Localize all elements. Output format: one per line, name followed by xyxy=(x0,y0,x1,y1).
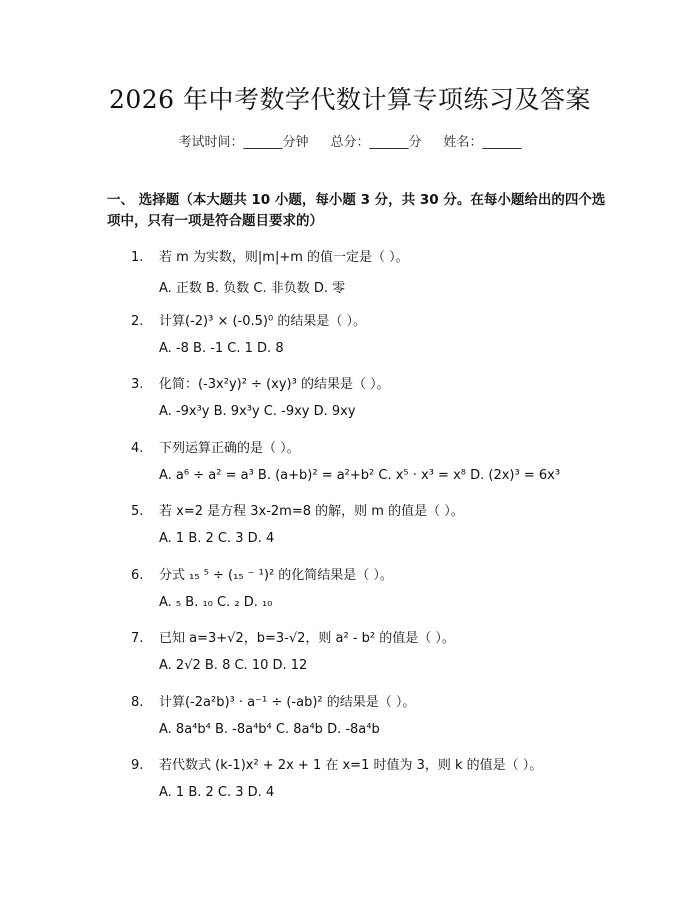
question-2-options: A. -8 B. -1 C. 1 D. 8 xyxy=(159,341,284,356)
question-4-options: A. a⁶ ÷ a² = a³ B. (a+b)² = a²+b² C. x⁵ · x³ = x⁸ D. (2x)³ = 6x³ xyxy=(159,468,561,483)
question-number: 6. xyxy=(131,568,144,583)
question-number: 5. xyxy=(131,504,144,519)
exam-info-line xyxy=(0,131,700,150)
question-5 xyxy=(131,500,464,519)
question-3-options: A. -9x³y B. 9x³y C. -9xy D. 9xy xyxy=(159,404,356,419)
question-3 xyxy=(131,373,390,392)
question-number: 8. xyxy=(131,695,144,710)
question-5-options: A. 1 B. 2 C. 3 D. 4 xyxy=(159,531,275,546)
exam-time-field: 考试时间：______分钟 xyxy=(178,135,309,150)
question-9-options: A. 1 B. 2 C. 3 D. 4 xyxy=(159,785,275,800)
question-6 xyxy=(131,564,393,583)
question-7 xyxy=(131,627,455,646)
question-text: 已知 a=3+√2，b=3-√2，则 a² - b² 的值是（ ）。 xyxy=(159,631,455,646)
question-number: 2. xyxy=(131,314,144,329)
question-2 xyxy=(131,310,366,329)
question-number: 4. xyxy=(131,441,144,456)
question-text: 若代数式 (k-1)x² + 2x + 1 在 x=1 时值为 3，则 k 的值是（ ）。 xyxy=(159,758,543,773)
student-name-field: 姓名：______ xyxy=(443,135,522,150)
question-9 xyxy=(131,754,542,773)
question-text: 计算(-2a²b)³ · a⁻¹ ÷ (-ab)² 的结果是（ ）。 xyxy=(159,695,416,710)
question-text: 若 x=2 是方程 3x-2m=8 的解，则 m 的值是（ ）。 xyxy=(159,504,464,519)
question-number: 1. xyxy=(131,250,144,265)
total-score-field: 总分：______分 xyxy=(330,135,422,150)
question-1-options: A. 正数 B. 负数 C. 非负数 D. 零 xyxy=(159,281,346,296)
question-number: 9. xyxy=(131,758,144,773)
question-6-options: A. ₅ B. ₁₀ C. ₂ D. ₁₀ xyxy=(159,595,273,610)
question-8-options: A. 8a⁴b⁴ B. -8a⁴b⁴ C. 8a⁴b D. -8a⁴b xyxy=(159,722,380,737)
question-1 xyxy=(131,246,409,265)
question-number: 7. xyxy=(131,631,144,646)
question-text: 下列运算正确的是（ ）。 xyxy=(159,441,300,456)
section-heading: 一、 选择题（本大题共 10 小题，每小题 3 分，共 30 分。在每小题给出的四个选项中，只有一项是符合题目要求的） xyxy=(107,192,606,229)
question-4 xyxy=(131,437,300,456)
question-number: 3. xyxy=(131,377,144,392)
question-text: 分式 ₁₅ ⁵ ÷ (₁₅ ⁻ ¹)² 的化简结果是（ ）。 xyxy=(159,568,393,583)
question-text: 若 m 为实数，则|m|+m 的值一定是（ ）。 xyxy=(159,250,409,265)
question-7-options: A. 2√2 B. 8 C. 10 D. 12 xyxy=(159,658,308,673)
page-title: 2026 年中考数学代数计算专项练习及答案 xyxy=(108,85,592,114)
question-text: 计算(-2)³ × (-0.5)⁰ 的结果是（ ）。 xyxy=(159,314,366,329)
question-text: 化简：(-3x²y)² ÷ (xy)³ 的结果是（ ）。 xyxy=(159,377,390,392)
question-8 xyxy=(131,691,415,710)
